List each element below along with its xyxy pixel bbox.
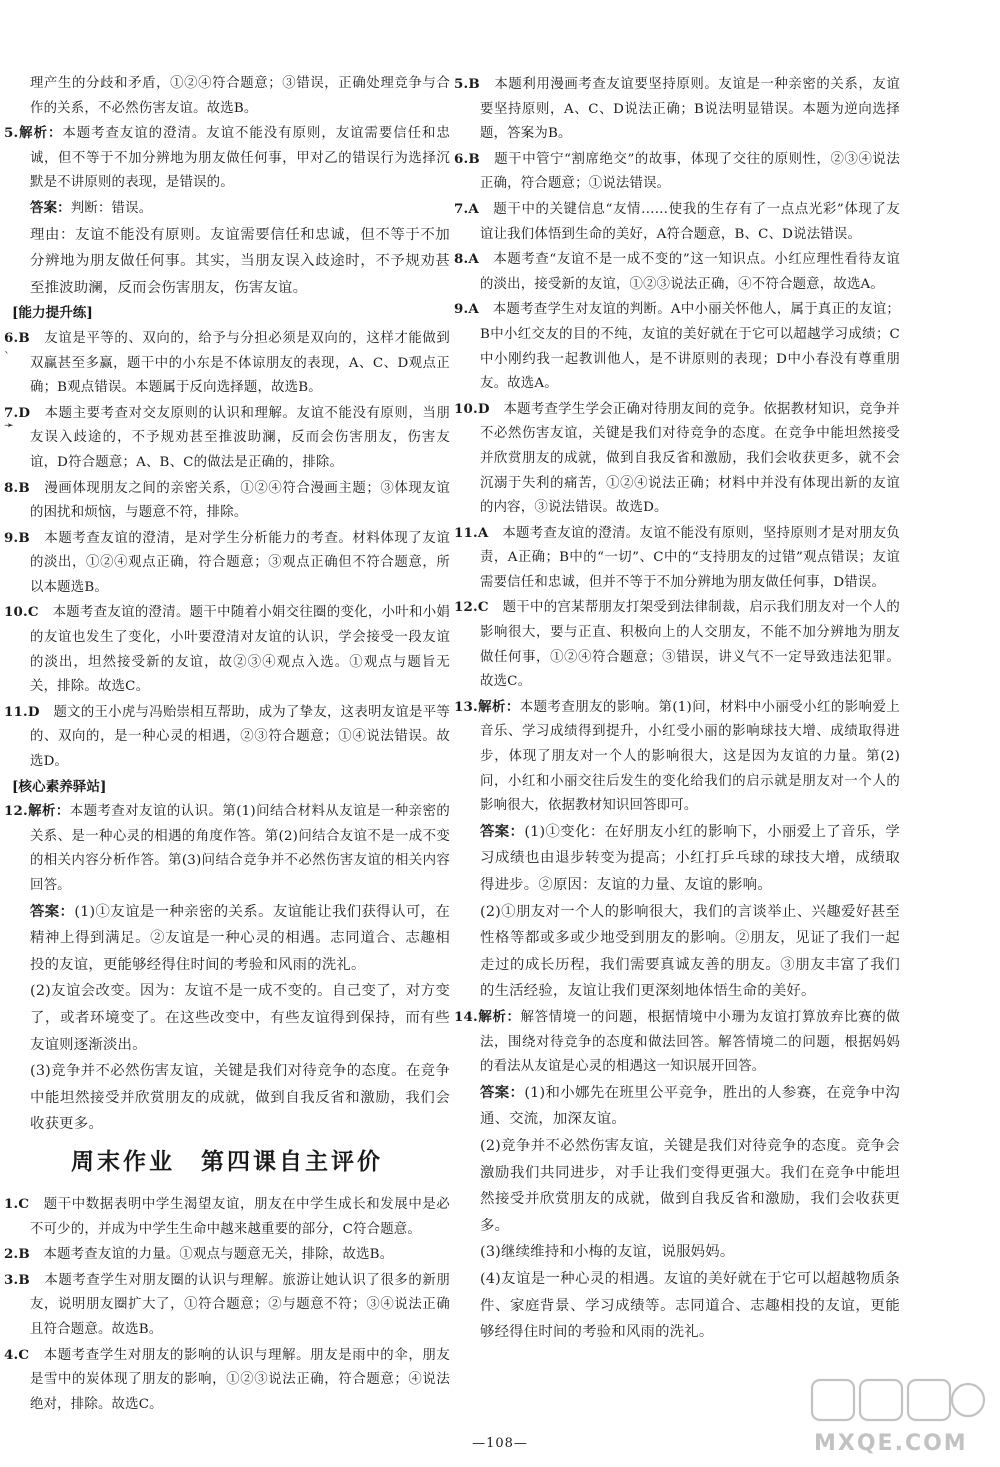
weekend-question-4: 4.C 本题考查学生对朋友的影响的认识与理解。朋友是雨中的伞，朋友是雪中的炭体现了朋友的影响，①②③说法正确，符合题意；④说法绝对，排除。故选C。 — [4, 1346, 450, 1412]
weekend-question-14-answer-3: (3)继续维持和小梅的友谊，说服妈妈。 — [480, 1244, 735, 1261]
weekend-question-13-answer-2: (2)①朋友对一个人的影响很大，我们的言谈举止、兴趣爱好甚至性格等都或多或少地受到朋友的影响。②朋友，见证了我们一起走过的成长历程，我们需要真诚友善的朋友。③朋友丰富了我们的生活经验，友谊让我们更深刻地体悟生命的美好。 — [480, 903, 900, 1000]
question-12-analysis: 12.解析：本题考查对友谊的认识。第(1)问结合材料从友谊是一种亲密的关系、是一种心灵的相遇的角度作答。第(2)问结合友谊不是一成不变的相关内容分析作答。第(3)问结合竞争并不必然伤害友谊的相关内容回答。 — [4, 803, 450, 893]
weekend-question-13-answer: 答案：(1)①变化：在好朋友小红的影响下，小丽爱上了音乐，学习成绩也由退步转变为提高；小红打乒乓球的球技大增，成绩取得进步。②原因：友谊的力量、友谊的影响。 — [480, 822, 900, 893]
weekend-question-6: 6.B 题干中管宁“割席绝交”的故事，体现了交往的原则性，②③④说法正确，符合题意；①说法错误。 — [454, 150, 900, 192]
watermark-logo — [808, 1374, 988, 1458]
question-10: 10.C 本题考查友谊的澄清。题干中随着小娟交往圈的变化，小叶和小娟的友谊也发生了变化，小叶要澄清对友谊的认识，学会接受一段友谊的淡出，坦然接受新的友谊，故②③④观点入选。①观点与题旨无关，排除。故选C。 — [4, 604, 450, 695]
watermark-url: MXQE.COM — [814, 1431, 968, 1456]
margin-mark: ˋ — [4, 350, 10, 364]
weekend-question-12: 12.C 题干中的宫某帮朋友打架受到法律制裁，启示我们朋友对一个人的影响很大，要与正直、积极向上的人交朋友，不能不加分辨地为朋友做任何事，①②④符合题意；③错误，讲义气不一定导致违法犯罪。故选C。 — [454, 599, 900, 690]
question-8: 8.B 漫画体现朋友之间的亲密关系，①②④符合漫画主题；③体现友谊的困扰和烦恼，与题意不符，排除。 — [4, 479, 450, 521]
question-11: 11.D 题文的王小虎与冯贻崇相互帮助，成为了挚友，这表明友谊是平等的、双向的，是一种心灵的相遇，②③符合题意；①④说法错误。故选D。 — [4, 703, 450, 770]
weekend-question-8: 8.A 本题考查“友谊不是一成不变的”这一知识点。小红应理性看待友谊的淡出，接受新的友谊，①②③说法正确，④不符合题意，故选A。 — [454, 251, 900, 292]
question-7: 7.D 本题主要考查对交友原则的认识和理解。友谊不能没有原则，当朋友误入歧途的，不予规劝甚至推波助澜，反而会伤害朋友，伤害友谊，D符合题意；A、B、C的做法是正确的，排除。 — [4, 404, 450, 470]
weekend-question-3: 3.B 本题考查学生对朋友圈的认识与理解。旅游让她认识了很多的新朋友，说明朋友圈扩大了，①符合题意；②与题意不符；③④说法正确且符合题意。故选B。 — [4, 1271, 450, 1337]
section-heading-core: [核心素养驿站] — [12, 778, 107, 795]
weekend-question-13-analysis: 13.解析：本题考查朋友的影响。第(1)问，材料中小丽受小红的影响爱上音乐、学习成绩得到提升，小红受小丽的影响球技大增、成绩取得进步，体现了朋友对一个人的影响很大，这是因为友谊的力量。第(2)问，小红和小丽交往后发生的变化给我们的启示就是朋友对一个人的影响很大，依据教材知识回答即可。 — [454, 698, 900, 814]
weekend-question-14-analysis: 14.解析：解答情境一的问题，根据情境中小珊为友谊打算放弃比赛的做法，围绕对待竞争的态度和做法回答。解答情境二的问题，根据妈妈的看法从友谊是心灵的相遇这一知识展开回答。 — [454, 1008, 900, 1075]
question-12-answer-2: (2)友谊会改变。因为：友谊不是一成不变的。自己变了，对方变了，或者环境变了。在这些改变中，有些友谊得到保持，而有些友谊则逐渐淡出。 — [30, 983, 450, 1053]
weekend-question-5: 5.B 本题利用漫画考查友谊要坚持原则。友谊是一种亲密的关系，友谊要坚持原则，A、C、D说法正确；B说法明显错误。本题为逆向选择题，答案为B。 — [454, 76, 900, 142]
weekend-question-1: 1.C 题干中数据表明中学生渴望友谊，朋友在中学生成长和发展中是必不可少的，并成为中学生生命中越来越重要的部分，C符合题意。 — [4, 1195, 450, 1237]
weekend-question-9: 9.A 本题考查学生对友谊的判断。A中小丽关怀他人，属于真正的友谊；B中小红交友的目的不纯，友谊的美好就在于它可以超越学习成绩；C中小刚约我一起教训他人，是不讲原则的表现；D中小春没有尊重朋友。故选A。 — [454, 301, 900, 392]
right-column — [454, 72, 900, 1346]
question-12-answer: 答案：(1)①友谊是一种亲密的关系。友谊能让我们获得认可，在精神上得到满足。②友谊是一种心灵的相遇。志同道合、志趣相投的友谊，更能够经得住时间的考验和风雨的洗礼。 — [30, 902, 450, 973]
weekend-question-7: 7.A 题干中的关键信息“友情……使我的生存有了一点点光彩”体现了友谊让我们体悟到生命的美好，A符合题意，B、C、D说法错误。 — [454, 200, 900, 242]
question-12-answer-3: (3)竞争并不必然伤害友谊，关键是我们对待竞争的态度。在竞争中能坦然接受并欣赏朋友的成就，做到自我反省和激励，我们会收获更多。 — [30, 1063, 450, 1133]
answer-label-line: 答案：判断：错误。 — [30, 199, 153, 216]
margin-mark: ➛ — [4, 418, 15, 432]
answer-paragraph: 理产生的分歧和矛盾，①②④符合题意；③错误，正确处理竞争与合作的关系，不必然伤害友谊。故选B。 — [30, 76, 450, 116]
weekend-question-14-answer-2: (2)竞争并不必然伤害友谊，关键是我们对待竞争的态度。竞争会激励我们共同进步，对手让我们变得更强大。我们在竞争中能坦然接受并欣赏朋友的成就，做到自我反省和激励，我们会收获更多。 — [480, 1137, 900, 1234]
page-number: —108— — [472, 1436, 528, 1451]
weekend-question-10: 10.D 本题考查学生学会正确对待朋友间的竞争。依据教材知识，竞争并不必然伤害友谊，关键是我们对待竞争的态度。在竞争中能坦然接受并欣赏朋友的成就，做到自我反省和激励，我们会收获更多，就不会沉溺于失利的痛苦，①②④说法正确；材料中并没有体现出新的友谊的内容，③说法错误。故选D。 — [454, 400, 900, 516]
weekend-question-14-answer: 答案：(1)和小娜先在班里公平竞争，胜出的人参赛，在竞争中沟通、交流，加深友谊。 — [480, 1083, 900, 1128]
question-5-analysis: 5.解析：本题考查友谊的澄清。友谊不能没有原则，友谊需要信任和忠诚，但不等于不加分辨地为朋友做任何事，甲对乙的错误行为选择沉默是不讲原则的表现，是错误的。 — [4, 125, 450, 191]
section-heading-ability: [能力提升练] — [12, 305, 93, 322]
weekend-question-14-answer-4: (4)友谊是一种心灵的相遇。友谊的美好就在于它可以超越物质条件、家庭背景、学习成绩等。志同道合、志趣相投的友谊，更能够经得住时间的考验和风雨的洗礼。 — [480, 1270, 900, 1341]
question-9: 9.B 本题考查友谊的澄清，是对学生分析能力的考查。材料体现了友谊的淡出，①②④观点正确，符合题意；③观点正确但不符合题意，所以本题选B。 — [4, 529, 450, 595]
section-title: 周末作业 第四课自主评价 — [71, 1147, 383, 1175]
weekend-question-2: 2.B 本题考查友谊的力量。①观点与题意无关，排除，故选B。 — [4, 1246, 394, 1263]
weekend-question-11: 11.A 本题考查友谊的澄清。友谊不能没有原则，坚持原则才是对朋友负责，A正确；B中的“一切”、C中的“支持朋友的过错”观点错误；友谊需要信任和忠诚，但并不等于不加分辨地为朋友做任何事，D错误。 — [454, 524, 900, 590]
question-6: 6.B 友谊是平等的、双向的，给予与分担必须是双向的，这样才能做到双赢甚至多赢，题干中的小东是不体谅朋友的表现，A、C、D观点正确；B观点错误。本题属于反向选择题，故选B。 — [4, 329, 450, 396]
answer-reason: 理由：友谊不能没有原则。友谊需要信任和忠诚，但不等于不加分辨地为朋友做任何事。其实，当朋友误入歧途时，不予规劝甚至推波助澜，反而会伤害朋友，伤害友谊。 — [30, 226, 450, 296]
left-column — [4, 72, 450, 1417]
